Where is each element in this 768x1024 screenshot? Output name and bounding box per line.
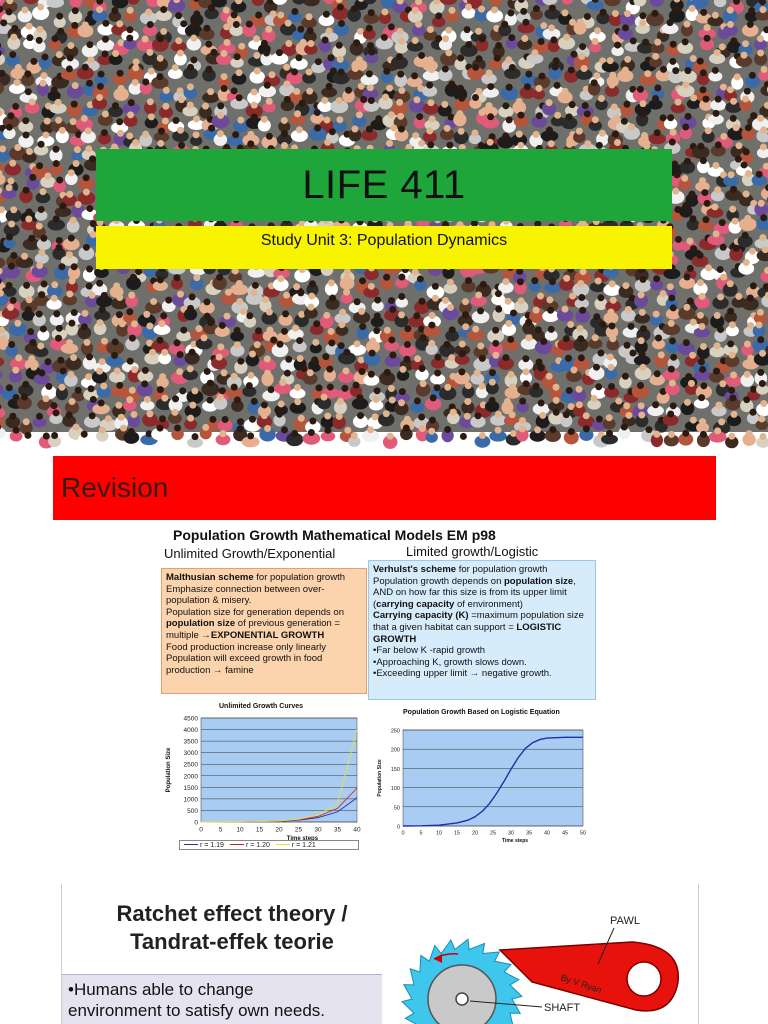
growth-models-figure [159,522,597,853]
y-tick-label: 4000 [183,727,198,735]
box-line: population size of previous generation = [166,618,340,630]
ratchet-title-line1: Ratchet effect theory / [116,901,348,926]
y-tick-label: 3000 [183,750,198,758]
title-band [96,149,672,221]
title-slide [0,0,768,432]
x-tick-label: 15 [255,826,264,834]
y-tick-label: 500 [187,807,198,815]
shaft-label: SHAFT [544,1002,581,1014]
legend-item-2: r = 1.20 [230,842,270,849]
revision-heading: Revision [61,472,169,503]
x-tick-label: 20 [471,830,479,837]
logistic-chart [371,718,597,851]
box-line: Malthusian scheme for population growth [166,572,346,583]
x-axis-label: Time steps [502,838,529,844]
ratchet-title-line2: Tandrat-effek teorie [130,929,334,954]
box-line: GROWTH [373,633,417,645]
box-line: Population growth depends on population size, [373,575,576,587]
x-tick-label: 10 [236,826,244,834]
ratchet-title [72,900,392,956]
box-line: Emphasize connection between over- [166,583,325,595]
x-tick-label: 5 [419,830,423,837]
course-title: LIFE 411 [302,162,466,207]
malthusian-box [161,568,367,694]
x-tick-label: 35 [525,830,533,837]
box-line: Verhulst's scheme for population growth [373,564,548,575]
credit-label: By V Ryan [559,972,603,996]
y-tick-label: 0 [396,824,400,831]
shaft-hole [456,993,468,1005]
x-tick-label: 45 [561,830,569,837]
subtitle-band [96,226,672,269]
y-tick-label: 150 [390,766,400,773]
box-line: population & misery. [166,595,252,607]
box-line: •Far below K -rapid growth [373,645,486,657]
legend-item-1: r = 1.19 [184,842,224,849]
y-axis-label: Population Size [166,747,172,793]
x-tick-label: 10 [435,830,443,837]
y-tick-label: 4500 [183,715,198,723]
chart1-title: Unlimited Growth Curves [219,703,304,710]
bullet-line1: •Humans able to change [68,980,254,999]
pawl-pivot [627,962,661,996]
legend-item-3: r = 1.21 [276,842,316,849]
ratchet-diagram [382,884,698,1024]
y-tick-label: 250 [390,728,400,735]
x-tick-label: 50 [579,830,587,837]
y-tick-label: 1500 [183,784,198,792]
y-tick-label: 50 [393,805,400,812]
box-line: •Exceeding upper limit → negative growth. [373,668,552,680]
course-subtitle: Study Unit 3: Population Dynamics [260,232,508,249]
y-tick-label: 2000 [183,773,198,781]
box-line: (carrying capacity of environment) [373,598,523,610]
revision-heading-bar [53,456,716,520]
pawl-label: PAWL [610,915,640,927]
bullet-line2: environment to satisfy own needs. [68,1001,326,1020]
plot-area [403,730,583,826]
x-tick-label: 40 [543,830,551,837]
exponential-chart [159,710,369,842]
y-tick-label: 0 [194,819,198,827]
verhulst-box [368,560,596,700]
box-line: multiple →EXPONENTIAL GROWTH [166,629,325,641]
ratchet-bullet-box [62,974,382,1024]
x-tick-label: 0 [199,826,203,834]
x-tick-label: 0 [401,830,405,837]
left-subtitle: Unlimited Growth/Exponential [164,546,336,561]
box-line: production → famine [166,664,254,676]
x-tick-label: 25 [489,830,497,837]
x-tick-label: 5 [218,826,223,834]
x-axis-label: Time steps [286,836,319,842]
ratchet-slide [61,884,699,1024]
y-tick-label: 1000 [183,796,198,804]
chart1-legend [179,840,359,850]
box-line: that a given habitat can support = LOGISTIC [373,621,562,633]
y-tick-label: 2500 [183,761,198,769]
x-tick-label: 25 [294,826,303,834]
y-tick-label: 3500 [183,738,198,746]
x-tick-label: 30 [314,826,322,834]
box-line: Carrying capacity (K) =maximum population size [373,610,584,622]
models-title: Population Growth Mathematical Models EM p98 [173,527,496,543]
x-tick-label: 35 [333,826,342,834]
right-subtitle: Limited growth/Logistic [406,544,539,559]
x-tick-label: 20 [275,826,283,834]
box-line: AND on how far this size is from its upper limit [373,587,567,599]
chart2-title: Population Growth Based on Logistic Equation [403,709,560,716]
y-axis-label: Population Size [377,759,383,797]
x-tick-label: 30 [507,830,515,837]
y-tick-label: 200 [390,747,400,754]
x-tick-label: 15 [453,830,461,837]
box-line: Population size for generation depends on [166,606,344,618]
box-line: •Approaching K, growth slows down. [373,656,527,668]
y-tick-label: 100 [390,786,400,793]
box-line: Population will exceed growth in food [166,653,323,665]
box-line: Food production increase only linearly [166,641,327,653]
x-tick-label: 40 [353,826,361,834]
